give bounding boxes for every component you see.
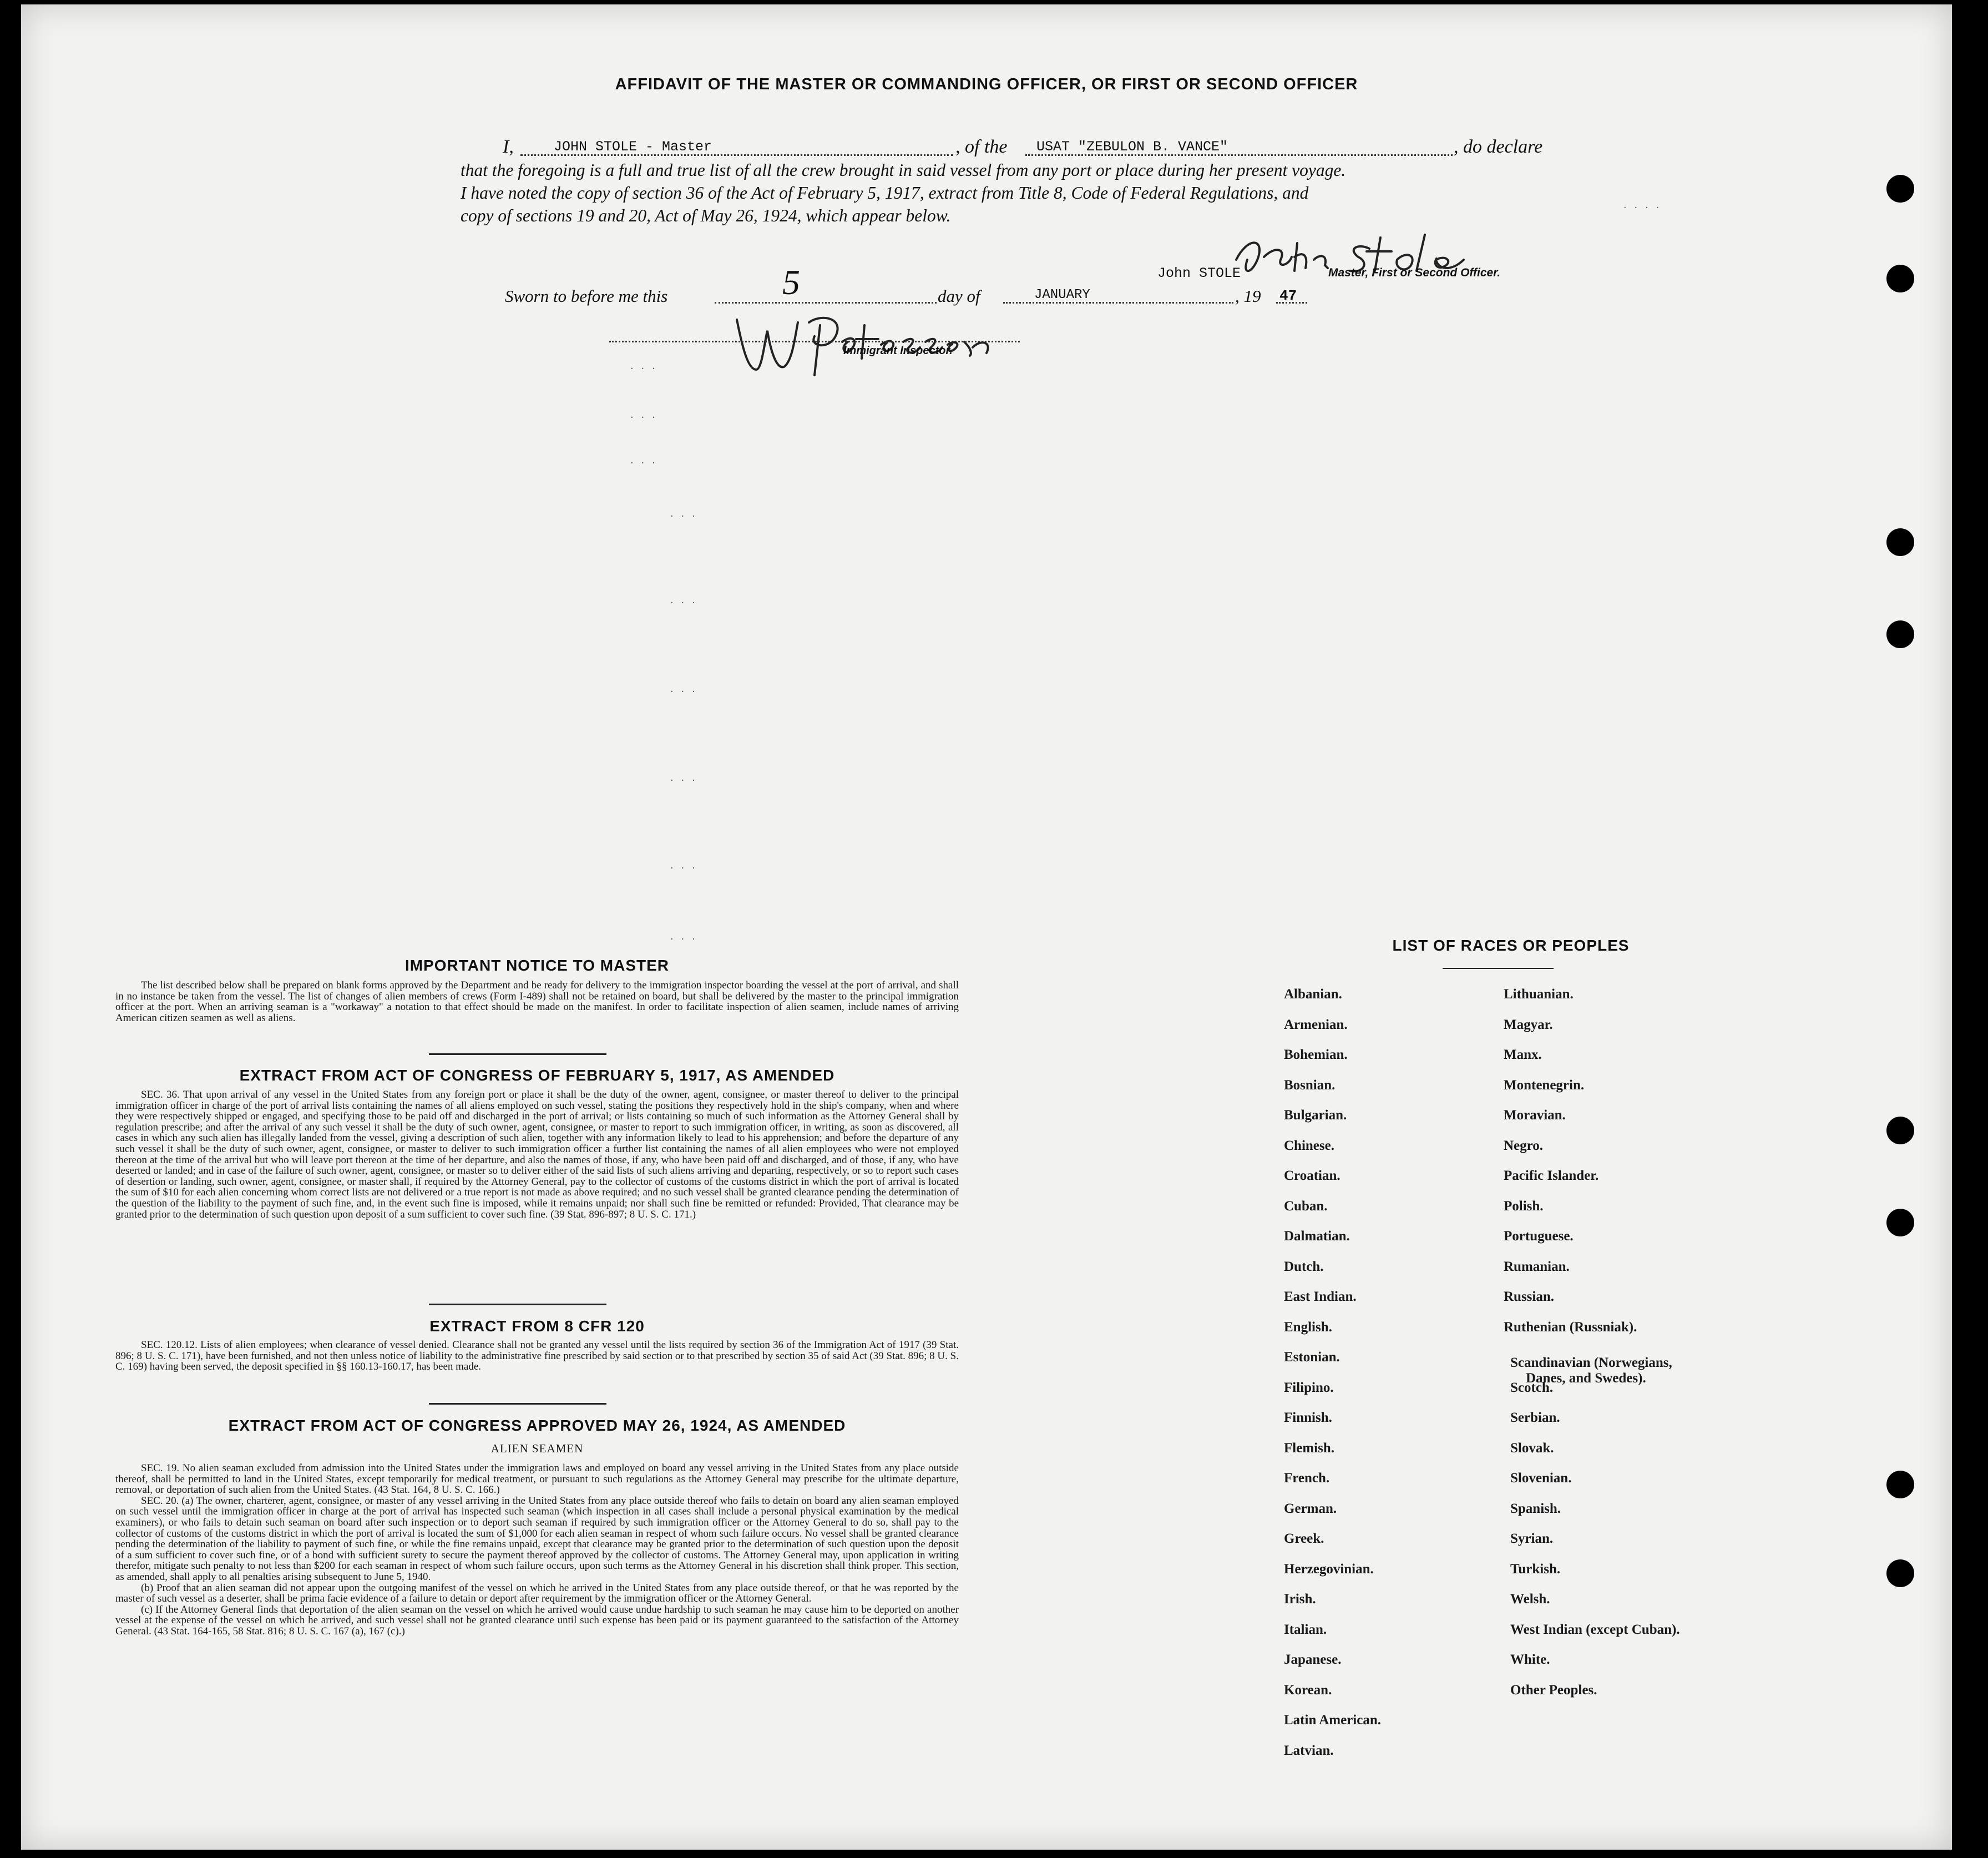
day-of-label: day of [938,286,980,306]
punch-hole [1886,1209,1914,1236]
race-item: Finnish. [1284,1410,1332,1425]
race-item: Other Peoples. [1510,1682,1597,1698]
year-line [1276,302,1307,304]
race-item: Danes, and Swedes). [1526,1371,1646,1386]
notice-paragraph: The list described below shall be prepared on blank forms approved by the Department and be ready for delivery to the immigration inspector boarding the vessel at the port of arrival, and shall in no instance be taken from the vessel. The list of changes of alien members of crews (Form I-489) shall not be retained on board, but shall be delivered by the master to the principal immigration officer at the port. When an arriving seaman is a "workaway" a notation to that effect should be made on the manifest. In order to facilitate inspection of alien seamen, include names of arriving American citizen seamen as well as aliens. [115,980,959,1024]
punch-hole [1886,620,1914,648]
punch-hole [1886,1559,1914,1587]
race-item: Pacific Islander. [1504,1168,1599,1183]
do-declare-label: , do declare [1454,137,1543,157]
race-item: Slovak. [1510,1440,1554,1456]
races-title: LIST OF RACES OR PEOPLES [1392,937,1630,954]
race-item: Turkish. [1510,1561,1561,1577]
race-item: Greek. [1284,1531,1324,1546]
punch-hole [1886,1471,1914,1498]
race-item: Montenegrin. [1504,1077,1585,1093]
tally-dots: ... [670,683,703,695]
race-item: Japanese. [1284,1652,1342,1667]
punch-hole [1886,175,1914,203]
race-item: Manx. [1504,1047,1542,1062]
race-item: Croatian. [1284,1168,1340,1183]
tally-dots: .... [1623,199,1667,211]
affidavit-line-2: that the foregoing is a full and true list of all the crew brought in said vessel from any port or place during her present voyage. [461,160,1346,180]
tally-dots: ... [670,859,703,871]
race-item: East Indian. [1284,1289,1357,1304]
race-item: Scandinavian (Norwegians, [1510,1355,1672,1370]
race-item: Dalmatian. [1284,1229,1350,1244]
races-title-rule [1443,968,1554,969]
race-item: Russian. [1504,1289,1555,1304]
race-item: Chinese. [1284,1138,1334,1153]
sec-20b-paragraph: (b) Proof that an alien seaman did not appear upon the outgoing manifest of the vessel on which he arrived in the United States from any place outside thereof, or that he was reported by the master of such vessel as a deserter, shall be prima facie evidence of a failure to detain or deport after requirement by the immigration officer or the Attorney General. [115,1582,959,1605]
race-item: Korean. [1284,1682,1332,1698]
extract-1924-title: EXTRACT FROM ACT OF CONGRESS APPROVED MAY 26, 1924, AS AMENDED [228,1417,846,1434]
section-divider [429,1304,606,1305]
race-item: English. [1284,1319,1332,1335]
extract-8cfr-text [115,1340,959,1372]
section-divider [429,1053,606,1055]
race-item: Moravian. [1504,1108,1566,1123]
race-item: Bohemian. [1284,1047,1348,1062]
race-item: West Indian (except Cuban). [1510,1622,1680,1637]
punch-hole [1886,528,1914,556]
affidavit-line-3: I have noted the copy of section 36 of the Act of February 5, 1917, extract from Title 8, Code of Federal Regulations, and [461,183,1309,203]
race-item: White. [1510,1652,1550,1667]
race-item: Estonian. [1284,1350,1340,1365]
sec-120-12-paragraph: SEC. 120.12. Lists of alien employees; when clearance of vessel denied. Clearance shall not be granted any vessel until the lists required by section 36 of the Immigration Act of 1917 (39 Stat. 896; 8 U. S. C. 171), have been furnished, and not then unless notice of liability to the administrative fine prescribed by said section or to that prescribed by section 35 of said Act (39 Stat. 896; 8 U. S. C. 169) having been served, the deposit specified in §§ 160.13-160.17, has been made. [115,1339,959,1373]
sec-20a-paragraph: SEC. 20. (a) The owner, charterer, agent, consignee, or master of any vessel arriving in the United States from any place outside thereof who fails to detain on board any alien seaman employed on such vessel until the immigration officer in charge at the port of arrival has inspected such seaman (which inspection in all cases shall include a personal physical examination by the medical examiners), or who fails to detain such seaman on board after such inspection or to deport such seaman if required by such immigration officer or the Attorney General to do so, shall pay to the collector of customs of the customs district in which the port of arrival is located the sum of $1,000 for each alien seaman in respect of whom such failure occurs. No vessel shall be granted clearance pending the determination of the liability to payment of such fine, or while the fine remains unpaid, except that clearance may be granted prior to the determination of such question upon the deposit of a sum sufficient to cover such fine, or of a bond with sufficient surety to secure the payment thereof approved by the collector of customs. The Attorney General may, upon application in writing therefor, mitigate such penalty to not less than $200 for each seaman in respect of whom such failure occurs, upon such terms as the Attorney General in his discretion shall think proper. This section, as amended, shall apply to all penalties arising subsequent to June 5, 1940. [115,1495,959,1583]
race-item: Flemish. [1284,1440,1334,1456]
extract-1924-text [115,1463,959,1637]
race-item: German. [1284,1501,1337,1516]
race-item: Serbian. [1510,1410,1560,1425]
race-item: Negro. [1504,1138,1544,1153]
race-item: Cuban. [1284,1198,1328,1214]
punch-hole [1886,265,1914,292]
race-item: Portuguese. [1504,1229,1574,1244]
tally-dots: ... [630,360,663,372]
extract-1917-title: EXTRACT FROM ACT OF CONGRESS OF FEBRUARY 5, 1917, AS AMENDED [239,1067,835,1084]
sworn-label: Sworn to before me this [505,286,668,306]
race-item: Armenian. [1284,1017,1348,1032]
extract-8cfr-title: EXTRACT FROM 8 CFR 120 [429,1317,645,1335]
race-item: Filipino. [1284,1380,1334,1395]
notice-text [115,980,959,1023]
master-title-label: Master, First or Second Officer. [1328,266,1501,279]
affidavit-title: AFFIDAVIT OF THE MASTER OR COMMANDING OFFICER, OR FIRST OR SECOND OFFICER [615,75,1358,93]
race-item: French. [1284,1471,1330,1486]
sec-20c-paragraph: (c) If the Attorney General finds that deportation of the alien seaman on the vessel on which he arrived would cause undue hardship to such seaman he may cause him to be deported on another vessel at the expense of the vessel on which he arrived, and such vessel shall not be granted clearance until such expense has been paid or its payment guaranteed to the satisfaction of the Attorney General. (43 Stat. 164-165, 58 Stat. 816; 8 U. S. C. 167 (a), 167 (c).) [115,1603,959,1637]
race-item: Latin American. [1284,1713,1381,1728]
tally-dots: ... [670,507,703,519]
tally-dots: ... [670,930,703,942]
alien-seamen-subtitle: ALIEN SEAMEN [490,1442,584,1455]
inspector-label: Immigrant Inspector. [843,345,953,357]
race-item: Polish. [1504,1198,1544,1214]
sworn-day-field: 5 [782,262,800,302]
inspector-line [609,341,1020,342]
of-the-label: , of the [955,137,1008,157]
race-item: Lithuanian. [1504,987,1574,1002]
race-item: Ruthenian (Russniak). [1504,1319,1637,1335]
race-item: Albanian. [1284,987,1342,1002]
race-item: Herzegovinian. [1284,1561,1374,1577]
punch-hole [1886,1117,1914,1144]
race-item: Spanish. [1510,1501,1561,1516]
year-suffix: 47 [1279,287,1297,304]
tally-dots: ... [670,594,703,606]
master-name-field: JOHN STOLE - Master [554,139,712,155]
sec-36-paragraph: SEC. 36. That upon arrival of any vessel in the United States from any foreign port or place it shall be the duty of the owner, agent, consignee, or master thereof to deliver to the principal immigration officer in charge of the port of arrival lists containing the names of all aliens employed on such vessel, stating the positions they respectively hold in the ship's company, when and where they were respectively shipped or engaged, and specifying those to be paid off and discharged in the port of arrival; or lists containing so much of such information as the Attorney General shall by regulation prescribe; and after the arrival of any such vessel it shall be the duty of such owner, agent, consignee, or master to report to such immigration officer, in writing, as soon as discovered, all cases in which any such alien has illegally landed from the vessel, giving a description of such alien, together with any information likely to lead to his apprehension; and before the departure of any such vessel it shall be the duty of such owner, agent, consignee, or master to deliver to such immigration officer a further list containing the names of all alien employees who were not employed thereon at the time of the arrival but who will leave port thereon at the time of her departure, and also the names of those, if any, who have been paid off and discharged, and of those, if any, who have deserted or landed; and in case of the failure of such owner, agent, consignee, or master so to deliver either of the said lists of such aliens arriving and departing, respectively, or so to report such cases of desertion or landing, such owner, agent, consignee, or master shall, if required by the Attorney General, pay to the collector of customs of the customs district in which the port of arrival is located the sum of $10 for each alien concerning whom correct lists are not delivered or a true report is not made as above required; and no such vessel shall be granted clearance pending the determination of the question of the liability to the payment of such fine, and, in the event such fine is imposed, while it remains unpaid; nor shall such fine be remitted or refunded: Provided, That clearance may be granted prior to the determination of such question upon deposit of a sum sufficient to cover such fine. (39 Stat. 896-897; 8 U. S. C. 171.) [115,1089,959,1220]
typed-master-name: John STOLE [1157,265,1241,281]
extract-1917-text [115,1089,959,1220]
year-prefix: , 19 [1235,286,1261,306]
race-item: Rumanian. [1504,1259,1570,1274]
affidavit-line-4: copy of sections 19 and 20, Act of May 26, 1924, which appear below. [461,206,951,225]
race-item: Welsh. [1510,1592,1550,1607]
vessel-name-field: USAT "ZEBULON B. VANCE" [1036,139,1228,155]
race-item: Latvian. [1284,1743,1334,1758]
race-item: Magyar. [1504,1017,1553,1032]
tally-dots: ... [670,771,703,784]
sworn-month-field: JANUARY [1034,287,1090,302]
notice-title: IMPORTANT NOTICE TO MASTER [404,957,670,974]
tally-dots: ... [630,408,663,421]
race-item: Syrian. [1510,1531,1554,1546]
document-page [21,4,1952,1850]
race-item: Bulgarian. [1284,1108,1347,1123]
race-item: Slovenian. [1510,1471,1572,1486]
race-item: Italian. [1284,1622,1327,1637]
section-divider [429,1403,606,1405]
race-item: Dutch. [1284,1259,1324,1274]
sworn-day-line [715,302,937,304]
i-label: I, [503,137,514,157]
race-item: Irish. [1284,1592,1316,1607]
tally-dots: ... [630,454,663,466]
race-item: Bosnian. [1284,1077,1336,1093]
sec-19-paragraph: SEC. 19. No alien seaman excluded from admission into the United States under the immigration laws and employed on board any vessel arriving in the United States from any place outside thereof, shall be permitted to land in the United States, except temporarily for medical treatment, or pursuant to such regulations as the Attorney General may prescribe for the ultimate departure, removal, or deportation of such alien from the United States. (43 Stat. 164, 8 U. S. C. 166.) [115,1462,959,1496]
race-item: Scotch. [1510,1380,1554,1395]
